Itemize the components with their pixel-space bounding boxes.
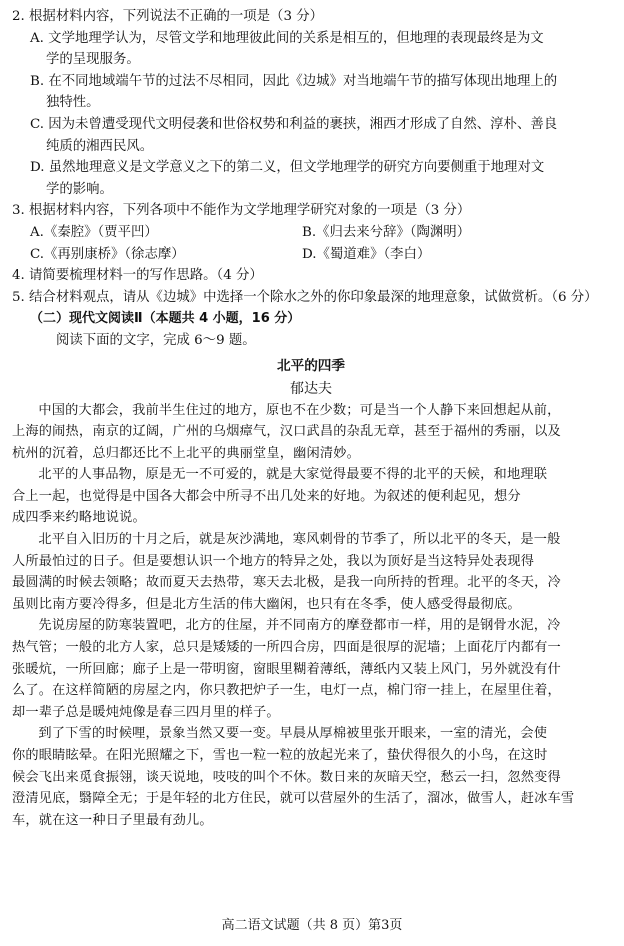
paragraph-line: 澄清见底，翳障全无；于是年轻的北方住民，就可以营屋外的生活了，溜冰，做雪人，赶冰车雪 — [12, 791, 575, 807]
q3-option-b: B.《归去来兮辞》（陶渊明） — [302, 224, 471, 240]
paragraph-line: 合上一起，也觉得是中国各大都会中所寻不出几处来的好地。为叙述的便利起见，想分 — [12, 488, 521, 504]
paragraph-line: 北平的人事品物，原是无一不可爱的，就是大家觉得最要不得的北平的天候，和地理联 — [38, 467, 548, 483]
paragraph-3 — [12, 529, 610, 615]
paragraph-line: 候会飞出来觅食振翎，谈天说地，吱吱的叫个不休。数日来的灰暗天空，愁云一扫，忽然变得 — [12, 769, 561, 785]
article-title: 北平的四季 — [277, 357, 345, 374]
question-5: 5. 结合材料观点，请从《边城》中选择一个除水之外的你印象最深的地理意象，试做赏析。（6 分） — [12, 289, 598, 305]
paragraph-line: 先说房屋的防寒装置吧，北方的住屋，并不同南方的摩登都市一样，用的是钢骨水泥，冷 — [38, 618, 561, 634]
q3-option-a: A.《秦腔》（贾平凹） — [30, 224, 158, 240]
paragraph-line: 张暖炕，一所回廊；廊子上是一带明窗，窗眼里糊着薄纸，薄纸内又装上风门，另外就没有什 — [12, 661, 561, 677]
q2-option-a: A. 文学地理学认为，尽管文学和地理彼此间的关系是相互的，但地理的表现最终是为文 — [30, 30, 544, 46]
q2-option-b: B. 在不同地域端午节的过法不尽相同，因此《边城》对当地端午节的描写体现出地理上的 — [30, 73, 558, 89]
q2-option-c-cont: 纯质的湘西民风。 — [46, 138, 154, 154]
paragraph-line: 最圆满的时候去领略；故而夏天去热带，寒天去北极，是我一向所持的哲理。北平的冬天，冷 — [12, 575, 561, 591]
q3-option-c: C.《再别康桥》（徐志摩） — [30, 246, 185, 262]
page-footer: 高二语文试题（共 8 页）第3页 — [221, 918, 403, 933]
q2-option-a-cont: 学的呈现服务。 — [46, 52, 140, 68]
paragraph-line: 杭州的沉着，总归都还比不上北平的典丽堂皇，幽闲清妙。 — [12, 445, 361, 461]
question-2 — [12, 6, 610, 200]
question-3-stem: 3. 根据材料内容，下列各项中不能作为文学地理学研究对象的一项是（3 分） — [12, 203, 471, 219]
q2-option-d: D. 虽然地理意义是文学意义之下的第二义，但文学地理学的研究方向要侧重于地理对文 — [30, 160, 545, 176]
q3-options-row-1 — [12, 222, 610, 244]
paragraph-line: 虽则比南方要冷得多，但是北方生活的伟大幽闲，也只有在冬季，使人感受得最彻底。 — [12, 596, 521, 612]
paragraph-line: 中国的大都会，我前半生住过的地方，原也不在少数；可是当一个人静下来回想起从前， — [38, 402, 561, 418]
paragraph-5 — [12, 723, 610, 831]
paragraph-line: 成四季来约略地说说。 — [12, 510, 146, 526]
paragraph-2 — [12, 464, 610, 529]
paragraph-4 — [12, 615, 610, 723]
article-body — [12, 400, 610, 832]
paragraph-line: 么了。在这样简陋的房屋之内，你只教把炉子一生，电灯一点，棉门帘一挂上，在屋里住着， — [12, 683, 561, 699]
paragraph-line: 北平自入旧历的十月之后，就是灰沙满地，寒风刺骨的节季了，所以北平的冬天，是一般 — [38, 532, 561, 548]
q2-option-b-cont: 独特性。 — [46, 95, 100, 111]
question-4: 4. 请简要梳理材料一的写作思路。（4 分） — [12, 268, 263, 284]
paragraph-line: 你的眼睛眩晕。在阳光照耀之下，雪也一粒一粒的放起光来了，蛰伏得很久的小鸟，在这时 — [12, 748, 548, 763]
paragraph-line: 热气管；一般的北方人家，总只是矮矮的一所四合房，四面是很厚的泥墙；上面花厅内都有一 — [12, 640, 561, 656]
q2-option-c: C. 因为未曾遭受现代文明侵袭和世俗权势和利益的裹挟，湘西才形成了自然、淳朴、善良 — [30, 116, 558, 132]
section-heading: （二）现代文阅读Ⅱ（本题共 4 小题，16 分） — [30, 311, 301, 327]
paragraph-line: 车，就在这一种日子里最有劲儿。 — [12, 812, 213, 828]
article-author: 郁达夫 — [290, 380, 332, 397]
paragraph-line: 却一辈子总是暖炖炖像是春三四月里的样子。 — [12, 704, 280, 720]
q2-option-d-cont: 学的影响。 — [46, 181, 113, 197]
paragraph-line: 上海的闹热，南京的辽阔，广州的乌烟瘴气，汉口武昌的杂乱无章，甚至于福州的秀丽，以及 — [12, 424, 561, 440]
q3-option-d: D.《蜀道难》（李白） — [302, 246, 431, 262]
paragraph-line: 人所最怕过的日子。但是要想认识一个地方的特异之处，我以为顶好是当这特异处表现得 — [12, 553, 535, 569]
paragraph-1 — [12, 400, 610, 465]
q3-options-row-2 — [12, 244, 610, 266]
question-3 — [12, 200, 610, 265]
section-instruction: 阅读下面的文字，完成 6～9 题。 — [56, 332, 256, 348]
question-2-stem: 2. 根据材料内容，下列说法不正确的一项是（3 分） — [12, 9, 324, 24]
paragraph-line: 到了下雪的时候哩，景象当然又要一变。早晨从厚棉被里张开眼来，一室的清光，会使 — [38, 726, 548, 742]
